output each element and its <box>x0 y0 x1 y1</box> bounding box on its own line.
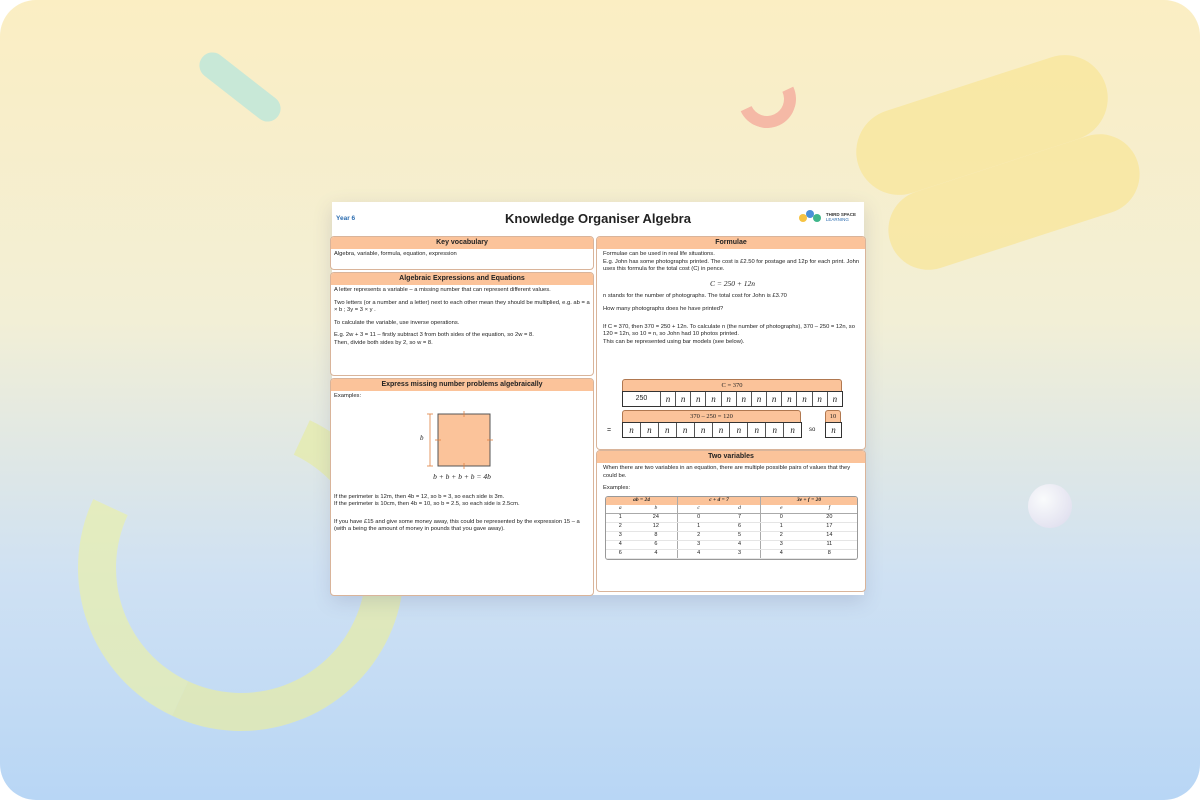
table-cell: 6 <box>635 540 678 549</box>
table-row <box>606 549 857 558</box>
perimeter-equation: b + b + b + b = 4b <box>433 471 491 481</box>
table-cell: 4 <box>719 540 760 549</box>
bar-cell-n: n <box>781 392 796 406</box>
bar-model-1-label: C = 370 <box>622 379 842 392</box>
column-header: e <box>760 505 801 514</box>
table-cell: 0 <box>760 513 801 522</box>
bar-cell-n: n <box>721 392 736 406</box>
expressions-text-4: E.g. 2w + 3 = 11 – firstly subtract 3 from both sides of the equation, so 2w = 8. <box>334 332 534 339</box>
table-row <box>606 522 857 531</box>
table-cell: 17 <box>802 522 857 531</box>
column-header: f <box>802 505 857 514</box>
side-label: b <box>420 433 424 442</box>
column-header: c <box>678 505 719 514</box>
panel-title: Algebraic Expressions and Equations <box>331 273 593 285</box>
missing-text-1: If the perimeter is 12m, then 4b = 12, so b = 3, so each side is 3m. <box>334 493 505 500</box>
two-variables-table <box>605 496 858 560</box>
column-header: a <box>606 505 635 514</box>
sheet-title: Knowledge Organiser Algebra <box>505 211 691 226</box>
expressions-text-1: A letter represents a variable – a missing number that can represent different values. <box>334 287 551 293</box>
so-label: so <box>809 427 816 433</box>
knowledge-organiser-sheet <box>332 202 864 595</box>
bar-cell-n: n <box>827 392 842 406</box>
bar-cell-n: n <box>660 392 675 406</box>
group-header: c + d = 7 <box>678 497 761 505</box>
table-cell: 11 <box>802 540 857 549</box>
equals-sign: = <box>607 427 612 434</box>
bar-cell-n: n <box>783 423 801 437</box>
bar-cell-n: n <box>705 392 720 406</box>
table-cell: 4 <box>635 549 678 558</box>
bar-cell-n: n <box>712 423 730 437</box>
group-header: 3e + f = 20 <box>760 497 857 505</box>
bar-model-2-label: 370 – 250 = 120 <box>622 410 801 423</box>
table-cell: 7 <box>719 513 760 522</box>
panel-key-vocabulary <box>330 236 594 270</box>
formulae-text-5: If C = 370, then 370 = 250 + 12n. To calculate n (the number of photographs), 370 – 250 = 12n, so 120 = 12n, so 10 = n, so John had 10 photos printed. <box>603 323 855 338</box>
bar-cell-n: n <box>765 423 783 437</box>
table-cell: 3 <box>719 549 760 558</box>
table-cell: 5 <box>719 531 760 540</box>
expressions-text-5: Then, divide both sides by 2, so w = 8. <box>334 339 433 346</box>
two-vars-text: When there are two variables in an equation, there are multiple possible pairs of values that they could be. <box>603 465 851 479</box>
formulae-text-4: How many photographs does he have printed? <box>603 305 724 312</box>
bar-cell-n: n <box>675 392 690 406</box>
table-cell: 4 <box>606 540 635 549</box>
bar-cell-n: n <box>676 423 694 437</box>
decorative-pill <box>194 47 286 127</box>
decorative-arc <box>730 62 804 136</box>
bar-cell-n: n <box>658 423 676 437</box>
table-cell: 3 <box>678 540 719 549</box>
table-cell: 4 <box>760 549 801 558</box>
table-cell: 1 <box>606 513 635 522</box>
decorative-ball <box>1028 484 1072 528</box>
formulae-text-2: E.g. John has some photographs printed. The cost is £2.50 for postage and 12p for each print. John uses this formula for the total cost (C) in pence. <box>603 258 860 273</box>
formulae-text-6: This can be represented using bar models (see below). <box>603 338 745 345</box>
bar-cell-n: n <box>694 423 712 437</box>
logo <box>799 210 856 224</box>
bar-cell-n: n <box>812 392 827 406</box>
column-header: d <box>719 505 760 514</box>
logo-text-line1: THIRD SPACE <box>825 211 856 217</box>
table-cell: 2 <box>678 531 719 540</box>
table-cell: 12 <box>635 522 678 531</box>
group-header: ab = 24 <box>606 497 678 505</box>
sheet-header <box>332 202 864 232</box>
table-cell: 3 <box>606 531 635 540</box>
table-cell: 1 <box>760 522 801 531</box>
expressions-text-2: Two letters (or a number and a letter) next to each other mean they should be multiplied, e.g. ab = a × b ; 3y = 3 × y . <box>334 299 590 314</box>
bar-cell-n: n <box>690 392 705 406</box>
table-cell: 8 <box>635 531 678 540</box>
table-cell: 24 <box>635 513 678 522</box>
panel-title: Two variables <box>597 451 865 463</box>
table-cell: 14 <box>802 531 857 540</box>
vocab-text: Algebra, variable, formula, equation, expression <box>334 251 457 257</box>
table-row <box>606 540 857 549</box>
table-row <box>606 513 857 522</box>
bar-cell-n: n <box>640 423 658 437</box>
examples-label: Examples: <box>603 485 631 492</box>
panel-title: Formulae <box>597 237 865 249</box>
panel-title: Key vocabulary <box>331 237 593 249</box>
bar-cell-n: n <box>751 392 766 406</box>
table-cell: 20 <box>802 513 857 522</box>
panel-missing-number-problems <box>330 378 594 596</box>
table-cell: 6 <box>719 522 760 531</box>
column-header: b <box>635 505 678 514</box>
table-cell: 4 <box>678 549 719 558</box>
ten-label: 10 <box>825 410 841 423</box>
missing-text-2: If the perimeter is 10cm, then 4b = 10, so b = 2.5, so each side is 2.5cm. <box>334 501 520 508</box>
formulae-text-3: n stands for the number of photographs. The total cost for John is £3.70 <box>603 293 787 300</box>
square-diagram <box>334 401 590 489</box>
table-cell: 6 <box>606 549 635 558</box>
formula: C = 250 + 12n <box>709 278 756 288</box>
bar-cell-n: n <box>831 425 836 435</box>
expressions-text-3: To calculate the variable, use inverse operations. <box>334 319 460 326</box>
table-cell: 0 <box>678 513 719 522</box>
table-cell: 8 <box>802 549 857 558</box>
bar-cell-n: n <box>766 392 781 406</box>
formulae-text-1: Formulae can be used in real life situations. <box>603 251 715 257</box>
table-row <box>606 531 857 540</box>
table-cell: 1 <box>678 522 719 531</box>
missing-text-3: If you have £15 and give some money away, this could be represented by the expression 15 – a (with a being the amount of money in pounds that you gave away). <box>334 518 580 533</box>
panel-title: Express missing number problems algebraically <box>331 379 593 391</box>
panel-two-variables <box>596 450 866 592</box>
examples-label: Examples: <box>334 393 362 399</box>
bar-cell-n: n <box>796 392 811 406</box>
panel-formulae <box>596 236 866 450</box>
bar-cell-250: 250 <box>635 395 648 402</box>
panel-algebraic-expressions <box>330 272 594 376</box>
logo-icon <box>799 210 823 224</box>
bar-model-1 <box>622 391 843 407</box>
table-cell: 2 <box>760 531 801 540</box>
table-cell: 3 <box>760 540 801 549</box>
bar-model-2 <box>622 422 802 438</box>
logo-text-line2: LEARNING <box>825 217 849 222</box>
bar-model-result <box>825 422 842 438</box>
bar-cell-n: n <box>747 423 765 437</box>
table-cell: 2 <box>606 522 635 531</box>
bar-cell-n: n <box>729 423 747 437</box>
year-label: Year 6 <box>336 215 356 222</box>
bar-cell-n: n <box>736 392 751 406</box>
bar-cell-n: n <box>629 425 634 435</box>
